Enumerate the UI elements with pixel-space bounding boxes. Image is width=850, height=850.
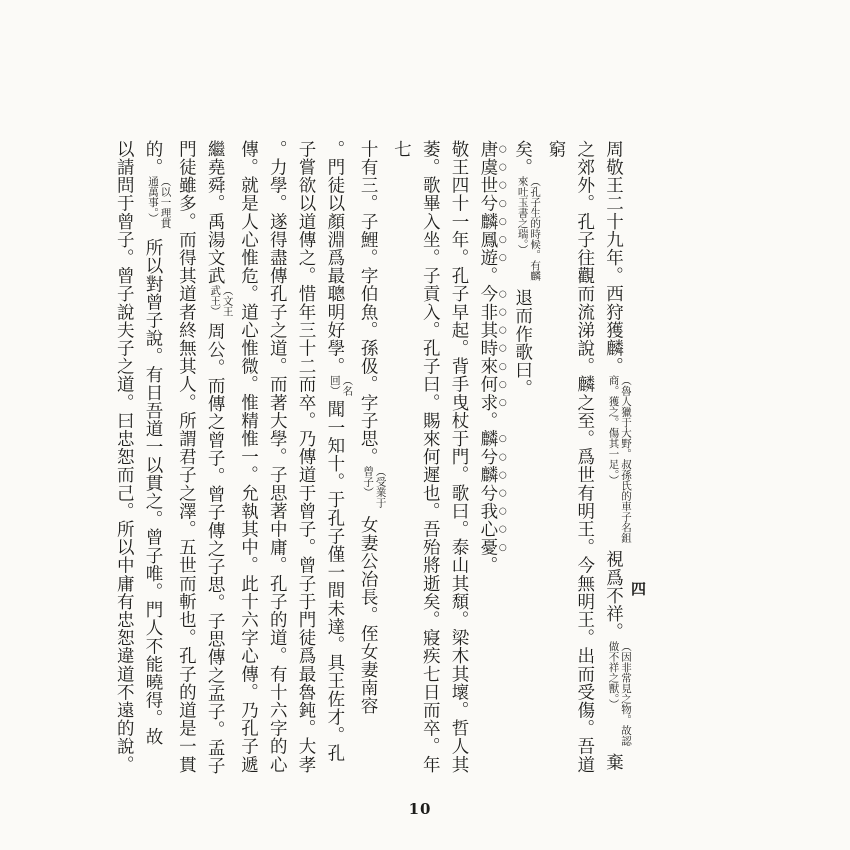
text-run: 周公。而傳之曾子。曾子傳之子思。子思傳之孟子。孟子 <box>205 322 226 775</box>
text-column-11 <box>234 140 263 776</box>
text-column-15 <box>109 140 138 776</box>
text-run: 敬王四十一年。孔子早起。背手曳杖于門。歌曰。泰山其頹。梁木其壞。哲人其 <box>449 140 470 774</box>
text-block <box>114 140 632 776</box>
text-column-7 <box>353 140 386 776</box>
text-run: 退而作歌曰。 <box>512 288 533 398</box>
text-run: 聞一知十。于孔子僅一間未達。具王佐才。孔 <box>324 400 345 763</box>
text-run: 。力學。遂得盡傳孔子之道。而著大學。子思著中庸。孔子的道。有十六字的心 <box>267 140 288 774</box>
text-run: 周敬王二十九年。西狩獲麟。 <box>603 140 624 376</box>
text-run: 。門徒以顏淵爲最聰明好學。 <box>324 140 345 376</box>
text-run: 繼堯舜。禹湯文武 <box>205 140 226 285</box>
inline-annotation: （受業于曾子） <box>362 465 387 508</box>
margin-folio-label: 四 <box>631 580 647 598</box>
inline-annotation: （文王武王） <box>209 284 234 317</box>
inline-annotation: （名回） <box>328 375 354 397</box>
text-run: 之郊外。孔子往觀而流涕說。麟之至。爲世有明王。今無明王。出而受傷。吾道窮 <box>545 140 595 774</box>
emphasized-text-run: 唐虞世兮麟鳳遊 <box>477 140 498 267</box>
text-run: 的。 <box>143 140 164 177</box>
text-column-4 <box>473 140 508 776</box>
text-column-5 <box>444 140 473 776</box>
text-run: 棄 <box>603 753 624 772</box>
text-column-8 <box>320 140 353 776</box>
text-run: 以請問于曾子。曾子說夫子之道。曰忠恕而己。所以中庸有忠恕違道不遠的說。 <box>114 140 135 774</box>
inline-annotation: （以一理貫通萬事。） <box>147 176 172 229</box>
text-run: 十有三。子鯉。字伯魚。孫伋。字子思。 <box>358 140 379 466</box>
emphasized-text-run: 今非其時來何求 <box>477 284 498 412</box>
text-run: 視爲不祥。 <box>603 550 624 641</box>
text-run: 女妻公冶長。侄女妻南容 <box>358 515 379 715</box>
emphasized-text-run: 麟兮麟兮我心憂 <box>477 429 498 557</box>
text-column-10 <box>262 140 291 776</box>
text-column-1 <box>599 140 632 776</box>
text-column-3 <box>508 140 541 776</box>
inline-annotation: （魯人獵于大野。叔孫氏的車子名鉏商。獲之。傷其一足。） <box>607 375 632 544</box>
text-run: 。 <box>477 556 498 575</box>
text-column-2 <box>541 140 599 776</box>
text-run: 。 <box>477 411 498 430</box>
text-run: 所以對曾子說。有日吾道一以貫之。曾子唯。門人不能曉得。故 <box>143 238 164 746</box>
text-run: 。 <box>477 266 498 285</box>
text-column-6 <box>387 140 445 776</box>
page-number: 10 <box>408 800 432 818</box>
text-column-12 <box>200 140 233 776</box>
inline-annotation: （因非常見之物。故認做不祥之獸。） <box>607 640 632 746</box>
text-run: 子嘗欲以道傳之。惜年三十二而卒。乃傳道于曾子。曾子于門徒爲最魯鈍。大孝 <box>296 140 317 774</box>
text-run: 門徒雖多。而得其道者終無其人。所謂君子之澤。五世而斬也。孔子的道是一貫 <box>176 140 197 774</box>
text-run: 萎。歌畢入坐。子貢入。孔子曰。賜來何遲也。吾殆將逝矣。寢疾七日而卒。年七 <box>391 140 441 774</box>
text-run: 傳。就是人心惟危。道心惟微。惟精惟一。允執其中。此十六字心傳。乃孔子遞 <box>238 140 259 774</box>
text-run: 矣。 <box>512 140 533 177</box>
text-column-9 <box>291 140 320 776</box>
text-column-14 <box>138 140 171 776</box>
text-column-13 <box>172 140 201 776</box>
inline-annotation: （孔子生的時候。有麟來吐玉書之瑞。） <box>516 176 542 282</box>
